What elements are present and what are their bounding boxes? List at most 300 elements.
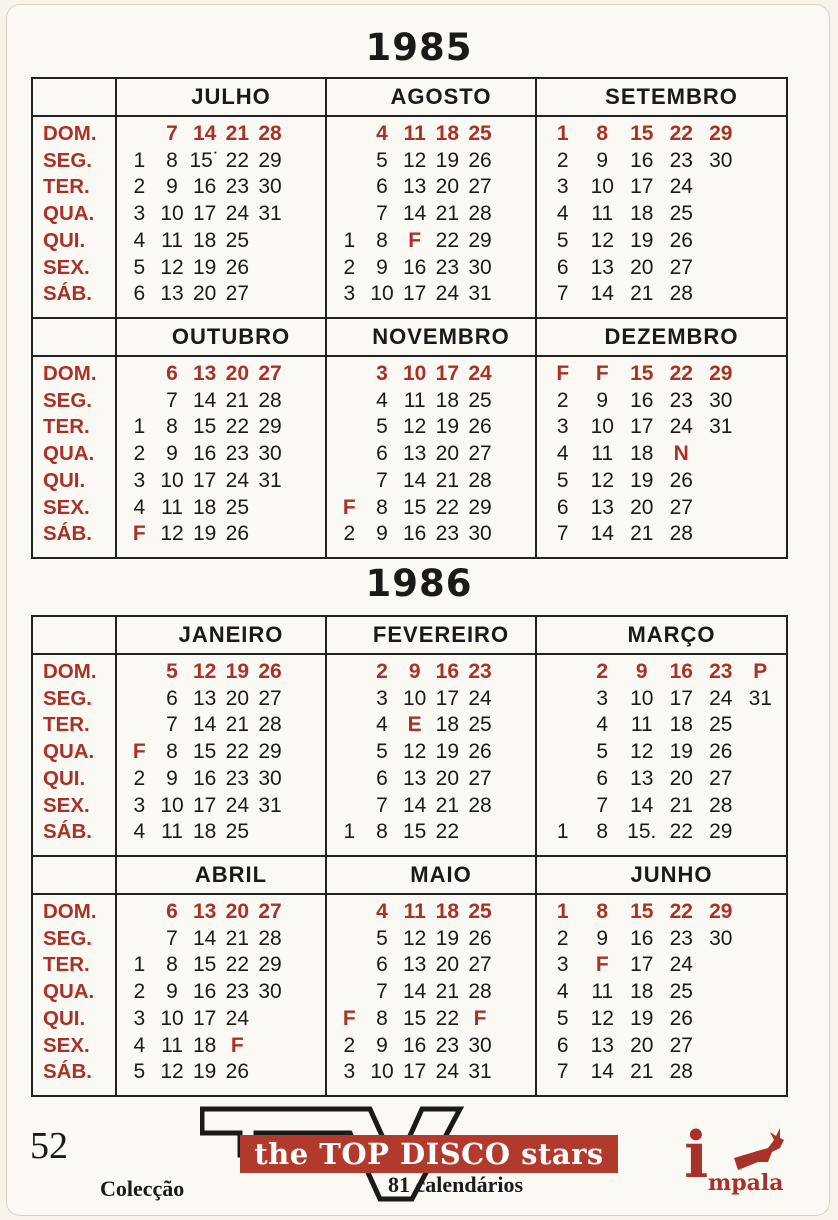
day-number: 15: [192, 740, 217, 764]
day-number: 3: [343, 282, 356, 306]
day-number: [496, 255, 529, 282]
day-number: [741, 766, 781, 793]
day-number: 7: [596, 793, 609, 817]
day-number: [741, 739, 781, 766]
day-number: [496, 1059, 529, 1086]
day-number: 20: [225, 362, 249, 385]
day-number: [333, 926, 366, 953]
calendar-1986-table: [31, 615, 788, 1097]
day-number: 10: [160, 202, 184, 226]
day-number: [123, 686, 156, 713]
day-number: [286, 659, 319, 686]
day-number: [543, 739, 583, 766]
day-number: 3: [133, 1006, 146, 1030]
day-number: 22: [225, 740, 249, 764]
day-number: 3: [596, 686, 609, 710]
day-number: [741, 952, 781, 979]
day-number: 3: [556, 953, 569, 977]
day-number: 24: [669, 953, 693, 977]
day-number: 8: [596, 820, 609, 844]
month-days-grid: [537, 895, 786, 1086]
day-number: 31: [748, 686, 772, 710]
day-number: 25: [709, 713, 733, 737]
day-number: 13: [590, 495, 614, 519]
month-name: AGOSTO: [390, 84, 492, 109]
day-names-column: [32, 654, 116, 856]
day-name: QUA.: [43, 202, 95, 226]
day-number: [286, 228, 319, 255]
day-number: [286, 766, 319, 793]
day-number: 23: [669, 148, 693, 172]
month-days-grid: [117, 357, 325, 548]
day-number: [741, 388, 781, 415]
day-number: 22: [669, 362, 693, 385]
day-number: 7: [376, 468, 388, 492]
day-number: [286, 174, 319, 201]
day-number: 13: [160, 282, 184, 306]
day-number: [741, 1006, 781, 1033]
day-number: 5: [376, 148, 388, 172]
day-number: [286, 441, 319, 468]
day-number: 7: [166, 926, 178, 950]
day-number: 15: [630, 900, 654, 923]
day-number: 6: [376, 442, 388, 466]
day-number: [741, 979, 781, 1006]
day-number: 12: [160, 522, 184, 546]
month-days-grid: [327, 117, 535, 308]
day-number: [741, 121, 781, 148]
day-number: 8: [376, 495, 388, 519]
day-number: 17: [192, 793, 217, 817]
day-number: [254, 1033, 287, 1060]
day-number: 26: [669, 1006, 693, 1030]
day-number: F: [342, 1006, 356, 1030]
day-number: 26: [709, 740, 733, 764]
day-number: F: [230, 1033, 244, 1057]
day-number: [701, 255, 741, 282]
day-number: 18: [435, 122, 459, 145]
day-number: 17: [192, 468, 217, 492]
day-number: 17: [630, 953, 654, 977]
day-number: [701, 441, 741, 468]
day-number: 5: [596, 740, 609, 764]
month-days-grid: [117, 655, 325, 846]
day-number: 21: [630, 282, 654, 306]
day-number: 3: [343, 1060, 356, 1084]
day-number: 5: [133, 255, 146, 279]
day-number: 30: [709, 926, 733, 950]
day-number: 4: [556, 202, 569, 226]
day-number: [496, 712, 529, 739]
day-number: 16: [402, 522, 427, 546]
day-number: 14: [630, 793, 654, 817]
day-number: 16: [192, 766, 217, 790]
day-name: SEG.: [43, 388, 92, 412]
day-number: 9: [596, 388, 609, 412]
day-number: 14: [402, 980, 427, 1004]
day-number: 7: [376, 202, 388, 226]
day-number: [496, 739, 529, 766]
day-number: 11: [591, 980, 614, 1004]
day-number: 9: [166, 766, 178, 790]
day-number: 14: [402, 793, 427, 817]
day-number: 5: [376, 740, 388, 764]
day-number: [741, 468, 781, 495]
day-number: 12: [590, 228, 614, 252]
day-name: SEX.: [43, 255, 90, 279]
day-number: 16: [630, 926, 654, 950]
day-number: [254, 228, 287, 255]
day-number: 25: [669, 980, 693, 1004]
day-number: 22: [669, 122, 693, 145]
day-number: [254, 255, 287, 282]
day-number: 29: [258, 148, 282, 172]
day-number: 29: [468, 495, 492, 519]
day-number: 27: [225, 282, 249, 306]
day-number: 16: [192, 175, 217, 199]
day-number: 4: [376, 713, 388, 737]
day-number: 1: [133, 415, 146, 439]
day-number: 3: [376, 686, 388, 710]
day-number: 4: [376, 122, 388, 145]
day-number: 21: [225, 926, 249, 950]
day-number: 15: [402, 495, 427, 519]
day-number: [333, 121, 366, 148]
day-number: 15: [402, 820, 427, 844]
day-number: 11: [161, 495, 183, 519]
day-number: [333, 441, 366, 468]
day-number: 11: [591, 202, 614, 226]
day-number: 24: [669, 175, 693, 199]
day-number: [286, 1059, 319, 1086]
day-number: 21: [669, 793, 693, 817]
day-number: 9: [166, 442, 178, 466]
day-number: [701, 952, 741, 979]
day-number: 13: [192, 900, 217, 923]
day-number: [333, 766, 366, 793]
day-number: 24: [468, 362, 492, 385]
day-number: 1: [343, 228, 356, 252]
day-name: QUI.: [43, 766, 86, 790]
day-number: 13: [590, 255, 614, 279]
calendar-1985-table: [31, 77, 788, 559]
day-number: 20: [630, 1033, 654, 1057]
day-number: 11: [403, 122, 426, 145]
month-days-grid: [327, 895, 535, 1086]
day-number: [496, 148, 529, 175]
day-number: 2: [343, 255, 356, 279]
day-number: 27: [468, 442, 492, 466]
day-number: 8: [376, 820, 388, 844]
day-names-column: [32, 894, 116, 1096]
day-number: 15: [192, 415, 217, 439]
day-number: [496, 388, 529, 415]
day-number: [496, 659, 529, 686]
day-number: 21: [225, 388, 249, 412]
day-number: 13: [402, 175, 427, 199]
day-number: 14: [590, 1060, 614, 1084]
day-number: [286, 1033, 319, 1060]
day-number: 13: [192, 362, 217, 385]
day-name: QUA.: [43, 740, 95, 764]
day-number: 24: [669, 415, 693, 439]
day-number: [701, 228, 741, 255]
day-number: 14: [402, 202, 427, 226]
day-number: 3: [556, 415, 569, 439]
day-number: 23: [435, 1033, 459, 1057]
month-days-grid: [537, 117, 786, 308]
day-number: [496, 979, 529, 1006]
day-number: F: [408, 228, 422, 252]
day-number: 9: [376, 255, 388, 279]
day-number: 4: [133, 820, 146, 844]
day-number: 8: [166, 740, 178, 764]
day-number: 15: [630, 122, 654, 145]
day-number: 1: [556, 820, 569, 844]
day-number: 19: [669, 740, 693, 764]
day-number: 19: [630, 228, 654, 252]
day-number: [333, 414, 366, 441]
day-number: 22: [225, 953, 249, 977]
day-number: 8: [376, 1006, 388, 1030]
day-number: 20: [630, 495, 654, 519]
day-number: 30: [468, 522, 492, 546]
day-number: [333, 174, 366, 201]
day-number: 8: [596, 900, 609, 923]
day-number: 4: [556, 980, 569, 1004]
day-number: 22: [669, 900, 693, 923]
day-number: 7: [166, 713, 178, 737]
day-number: 7: [166, 388, 178, 412]
month-name: JULHO: [191, 84, 271, 109]
day-number: 14: [192, 713, 217, 737]
day-number: 5: [376, 926, 388, 950]
day-number: [286, 361, 319, 388]
day-names: [33, 357, 115, 548]
day-number: 18: [192, 820, 217, 844]
day-number: 21: [435, 793, 459, 817]
day-number: 28: [468, 202, 492, 226]
day-number: 1: [556, 122, 569, 145]
day-number: [701, 281, 741, 308]
day-number: 9: [408, 660, 421, 683]
day-number: [286, 255, 319, 282]
month-name: JANEIRO: [178, 622, 284, 647]
day-number: 6: [376, 175, 388, 199]
day-number: 27: [669, 495, 693, 519]
day-number: 10: [630, 686, 654, 710]
day-number: [286, 148, 319, 175]
day-number: 22: [225, 415, 249, 439]
day-number: 16: [630, 148, 654, 172]
day-number: [123, 121, 156, 148]
day-number: 9: [376, 1033, 388, 1057]
day-name: SÁB.: [43, 282, 92, 306]
day-number: 27: [468, 175, 492, 199]
day-number: 16: [630, 388, 654, 412]
day-number: 21: [435, 468, 459, 492]
day-number: [741, 148, 781, 175]
day-number: [333, 468, 366, 495]
day-number: 4: [556, 442, 569, 466]
day-number: 10: [402, 362, 427, 385]
day-number: 16: [192, 442, 217, 466]
day-number: 25: [468, 900, 492, 923]
day-number: 10: [590, 415, 614, 439]
day-number: 22: [435, 820, 459, 844]
day-number: 10: [370, 282, 394, 306]
day-number: [333, 201, 366, 228]
day-number: [333, 899, 366, 926]
day-number: 28: [468, 980, 492, 1004]
day-number: P: [753, 660, 768, 683]
day-number: [741, 1059, 781, 1086]
day-number: 2: [556, 388, 569, 412]
day-number: [741, 228, 781, 255]
day-number: 21: [225, 713, 249, 737]
day-number: 12: [402, 415, 427, 439]
day-number: 23: [669, 926, 693, 950]
day-number: [496, 495, 529, 522]
day-name: TER.: [43, 415, 90, 439]
day-number: 25: [225, 820, 249, 844]
day-number: 11: [403, 388, 426, 412]
day-number: 21: [630, 1060, 654, 1084]
day-number: 19: [192, 1060, 217, 1084]
day-number: [543, 686, 583, 713]
day-number: 31: [258, 202, 282, 226]
day-number: [741, 1033, 781, 1060]
month-days-grid: [327, 655, 535, 846]
day-number: 4: [133, 1033, 146, 1057]
day-number: 10: [160, 793, 184, 817]
day-number: 15: [402, 1006, 427, 1030]
day-number: [741, 361, 781, 388]
day-number: [701, 1059, 741, 1086]
day-number: 6: [133, 282, 146, 306]
day-number: 20: [435, 175, 459, 199]
day-number: 24: [435, 282, 459, 306]
day-number: 12: [590, 1006, 614, 1030]
day-number: 7: [376, 980, 388, 1004]
day-number: 21: [435, 980, 459, 1004]
day-number: 6: [166, 362, 178, 385]
day-number: 25: [225, 495, 249, 519]
day-number: 24: [225, 793, 249, 817]
day-number: [741, 201, 781, 228]
day-number: 20: [192, 282, 217, 306]
day-number: [701, 521, 741, 548]
day-number: 15: [192, 953, 217, 977]
month-name: NOVEMBRO: [372, 324, 510, 349]
day-number: 29: [258, 415, 282, 439]
day-number: 25: [468, 388, 492, 412]
day-number: [543, 659, 583, 686]
day-number: 20: [630, 255, 654, 279]
day-number: [254, 819, 287, 846]
publisher-initial: i: [684, 1118, 709, 1193]
day-number: 16: [192, 980, 217, 1004]
day-number: [254, 521, 287, 548]
month-name: ABRIL: [194, 862, 268, 887]
day-name: SEX.: [43, 793, 90, 817]
day-number: N: [673, 442, 689, 466]
day-name: TER.: [43, 175, 90, 199]
day-name: DOM.: [43, 122, 97, 145]
day-number: 19: [435, 926, 459, 950]
day-number: [286, 899, 319, 926]
day-number: 17: [630, 175, 654, 199]
day-number: 23: [225, 766, 249, 790]
day-number: 3: [133, 793, 146, 817]
day-number: 22: [435, 495, 459, 519]
day-number: 20: [435, 953, 459, 977]
day-number: 17: [435, 686, 459, 710]
day-number: [741, 899, 781, 926]
day-number: [496, 766, 529, 793]
day-name: DOM.: [43, 362, 97, 385]
day-number: 8: [376, 228, 388, 252]
day-number: 28: [669, 1060, 693, 1084]
day-number: 19: [435, 415, 459, 439]
day-number: 9: [635, 660, 648, 683]
day-names: [33, 655, 115, 846]
day-name: TER.: [43, 953, 90, 977]
day-number: 19: [192, 255, 217, 279]
day-number: 25: [225, 228, 249, 252]
day-number: 31: [468, 1060, 492, 1084]
day-number: 28: [669, 282, 693, 306]
day-number: 29: [709, 122, 733, 145]
day-number: [701, 468, 741, 495]
day-number: [123, 659, 156, 686]
day-number: 22: [435, 228, 459, 252]
day-number: [123, 899, 156, 926]
day-number: [123, 361, 156, 388]
day-number: F: [132, 740, 146, 764]
day-number: 10: [160, 468, 184, 492]
day-number: 11: [161, 1033, 183, 1057]
day-number: [286, 388, 319, 415]
day-number: 18: [630, 202, 654, 226]
day-number: 20: [225, 686, 249, 710]
day-number: 9: [166, 980, 178, 1004]
day-number: [286, 793, 319, 820]
day-number: 5: [133, 1060, 146, 1084]
day-number: 14: [192, 388, 217, 412]
day-number: 26: [669, 228, 693, 252]
day-number: [496, 1033, 529, 1060]
day-number: [286, 979, 319, 1006]
day-number: [741, 414, 781, 441]
day-number: 13: [402, 953, 427, 977]
day-number: [286, 468, 319, 495]
day-name: DOM.: [43, 900, 97, 923]
day-number: 12: [402, 926, 427, 950]
day-number: 23: [468, 660, 492, 683]
day-number: [286, 926, 319, 953]
day-number: 5: [166, 660, 178, 683]
day-number: 12: [160, 1060, 184, 1084]
day-number: 23: [709, 660, 733, 683]
day-number: [333, 979, 366, 1006]
day-number: 20: [435, 442, 459, 466]
day-number: 7: [556, 522, 569, 546]
day-number: 18: [630, 980, 654, 1004]
day-number: 27: [258, 686, 282, 710]
day-number: 20: [225, 900, 249, 923]
day-number: [496, 793, 529, 820]
